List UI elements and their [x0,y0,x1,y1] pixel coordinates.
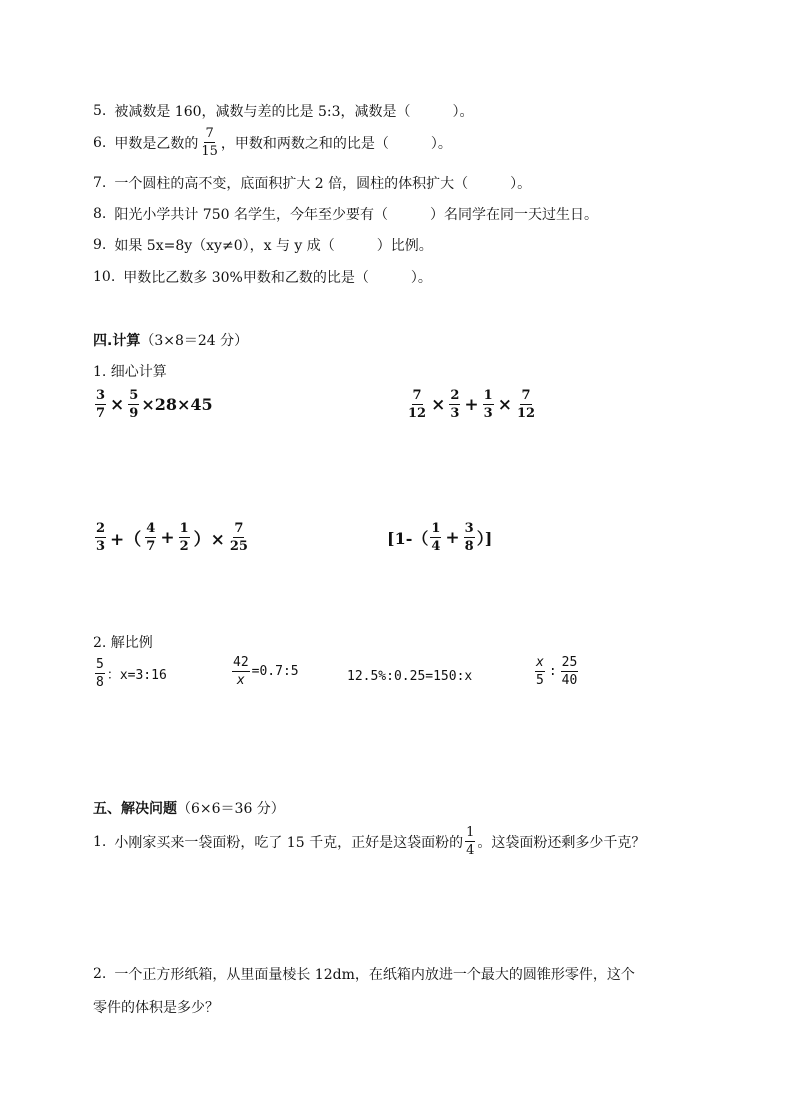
word-problem-2-continued: 零件的体积是多少？ [93,1000,219,1016]
fraction: $\frac{1}{3}$ [483,388,493,421]
expression-3: $\frac{2}{3}$ +（ $\frac{4}{7}$ + $\frac{1}{2}$ ）× $\frac{7}{25}$ [96,521,248,554]
fraction: $\frac{25}{40}$ [561,655,578,688]
question-number: 10. [93,269,116,285]
question-7 [93,173,531,193]
section-4-title: 四.计算（3×8＝24 分） [93,333,249,349]
proportion-2: $\frac{42}{x}$ =0.7:5 [233,655,299,688]
proportion-4: $\frac{x}{5}$ : $\frac{25}{40}$ [536,655,578,688]
proportion-3: 12.5%:0.25=150:x [347,669,473,684]
question-text: 被减数是 160，减数与差的比是 5:3，减数是（ ）。 [114,104,474,120]
section-5-title: 五、解决问题（6×6＝36 分） [93,801,285,817]
question-6 [93,127,452,158]
fraction: $\frac{7}{12}$ [516,388,536,421]
fraction: $\frac{2}{3}$ [450,388,460,421]
fraction: $\frac{7}{15}$ [201,126,218,159]
fraction: $\frac{x}{5}$ [536,655,544,688]
question-number: 9. [93,237,107,253]
question-number: 1. [93,833,107,850]
fraction: $\frac{7}{25}$ [229,521,248,554]
fraction: $\frac{1}{4}$ [466,825,475,858]
fraction: $\frac{7}{12}$ [408,388,427,421]
question-9 [93,235,433,255]
fraction: $\frac{3}{8}$ [464,521,474,554]
fraction: $\frac{42}{x}$ [233,655,249,688]
expression-2: $\frac{7}{12}$ × $\frac{2}{3}$ + $\frac{1}{3}$ × $\frac{7}{12}$ [408,388,536,421]
fraction: $\frac{5}{9}$ [129,388,139,421]
question-text-post: ，甲数和两数之和的比是（ ）。 [220,135,452,152]
fraction: $\frac{4}{7}$ [146,521,156,554]
question-number: 6. [93,134,107,151]
fraction: $\frac{5}{8}$ [96,657,104,690]
question-number: 2. [93,966,107,982]
question-text-pre: 甲数是乙数的 [114,135,199,152]
proportion-1: $\frac{5}{8}$ ：x=3:16 [96,657,167,690]
word-problem-1: 1. 小刚家买来一袋面粉，吃了 15 千克，正好是这袋面粉的 $\frac{1}{4}$ 。这袋面粉还剩多少千克？ [93,825,646,858]
question-text: 阳光小学共计 750 名学生，今年至少要有（ ）名同学在同一天过生日。 [114,207,598,223]
question-10 [93,267,432,287]
question-5 [93,101,474,121]
question-text: 甲数比乙数多 30%甲数和乙数的比是（ ）。 [123,270,432,286]
fraction: $\frac{2}{3}$ [96,521,106,554]
fraction: $\frac{1}{4}$ [431,521,441,554]
question-number: 7. [93,175,107,191]
question-8 [93,204,598,224]
fraction: $\frac{3}{7}$ [96,388,106,421]
question-text: 如果 5x=8y（xy≠0），x 与 y 成（ ）比例。 [114,238,433,254]
question-number: 5. [93,103,107,119]
expression-4: [1-（ $\frac{1}{4}$ + $\frac{3}{8}$ ）] [387,521,493,554]
fraction: $\frac{1}{2}$ [179,521,189,554]
question-number: 8. [93,206,107,222]
part-2-label: 2. 解比例 [93,635,153,651]
word-problem-2: 2. 一个正方形纸箱，从里面量棱长 12dm，在纸箱内放进一个最大的圆锥形零件，这个 [93,966,635,983]
part-1-label: 1. 细心计算 [93,364,167,380]
expression-1: $\frac{3}{7}$ × $\frac{5}{9}$ ×28×45 [96,388,213,421]
question-text: 一个圆柱的高不变，底面积扩大 2 倍，圆柱的体积扩大（ ）。 [114,176,532,192]
